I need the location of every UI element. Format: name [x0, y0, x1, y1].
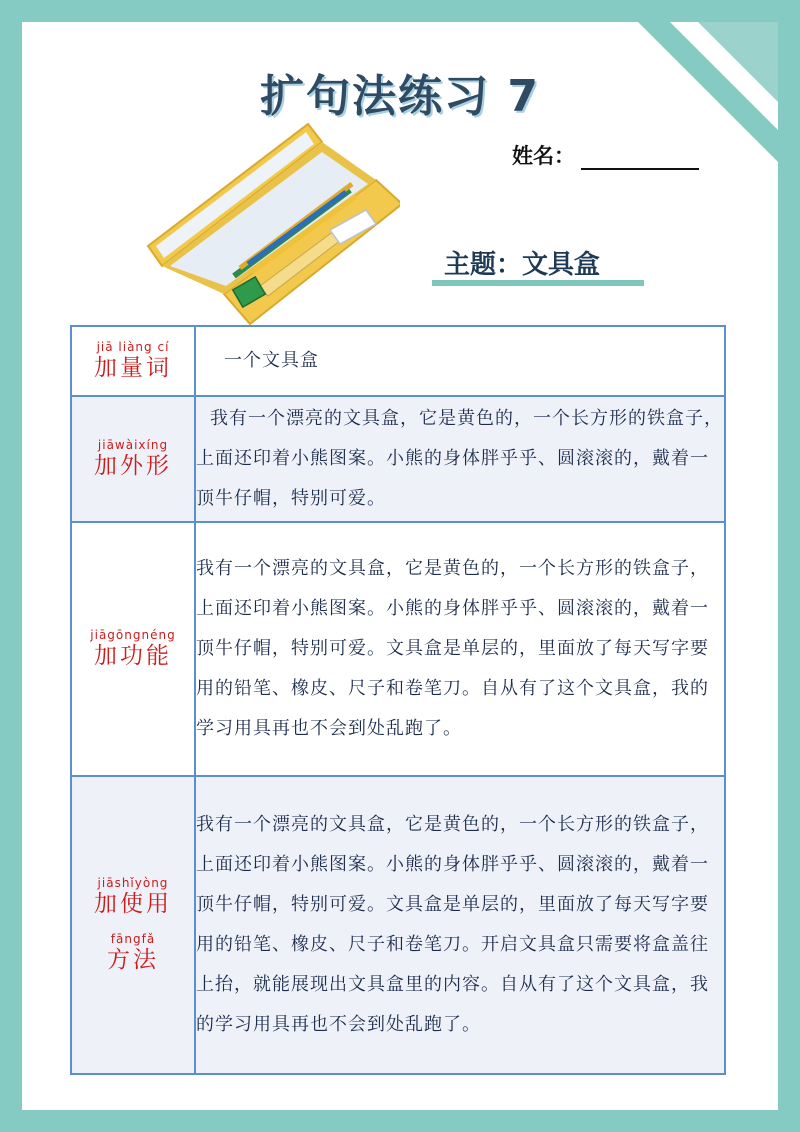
pencil-case-illustration [140, 118, 400, 328]
row-text-cell: 一个文具盒 [195, 326, 725, 396]
label-pinyin: jiāshǐyòng [97, 876, 169, 890]
theme-underline-bar [432, 280, 644, 286]
row-text-cell: 我有一个漂亮的文具盒，它是黄色的，一个长方形的铁盒子，上面还印着小熊图案。小熊的身体胖乎乎、圆滚滚的，戴着一顶牛仔帽，特别可爱。 [195, 396, 725, 522]
row-text-cell: 我有一个漂亮的文具盒，它是黄色的，一个长方形的铁盒子，上面还印着小熊图案。小熊的身体胖乎乎、圆滚滚的，戴着一顶牛仔帽，特别可爱。文具盒是单层的，里面放了每天写字要用的铅笔、橡皮、尺子和卷笔刀。开启文具盒只需要将盒盖往上抬，就能展现出文具盒里的内容。自从有了这个文具盒，我的学习用具再也不会到处乱跑了。 [195, 776, 725, 1074]
label-hanzi: 加量词 [94, 355, 172, 381]
label-pinyin: jiā liàng cí [96, 340, 170, 354]
table-row [71, 396, 725, 522]
label-pinyin: jiāgōngnéng [90, 628, 176, 642]
label-pinyin: jiāwàixíng [97, 438, 169, 452]
row-label-cell [71, 522, 195, 776]
row-label-cell [71, 326, 195, 396]
label-pinyin: fāngfǎ [110, 932, 156, 946]
worksheet-title: 扩句法练习 7 [260, 71, 540, 122]
row-label-cell [71, 396, 195, 522]
label-hanzi: 加外形 [94, 453, 172, 479]
worksheet-paper [22, 22, 778, 1110]
label-hanzi: 加使用 [94, 891, 172, 917]
row-text-cell: 我有一个漂亮的文具盒，它是黄色的，一个长方形的铁盒子，上面还印着小熊图案。小熊的身体胖乎乎、圆滚滚的，戴着一顶牛仔帽，特别可爱。文具盒是单层的，里面放了每天写字要用的铅笔、橡皮、尺子和卷笔刀。自从有了这个文具盒，我的学习用具再也不会到处乱跑了。 [195, 522, 725, 776]
table-row [71, 326, 725, 396]
label-hanzi: 加功能 [94, 643, 172, 669]
table-row [71, 522, 725, 776]
label-hanzi: 方法 [107, 947, 159, 973]
theme-label: 主题：文具盒 [444, 250, 601, 280]
row-label-cell [71, 776, 195, 1074]
name-label: 姓名： [512, 144, 575, 168]
expansion-table [70, 325, 726, 1075]
table-row [71, 776, 725, 1074]
name-blank-line[interactable] [581, 146, 699, 170]
name-field [512, 140, 699, 170]
